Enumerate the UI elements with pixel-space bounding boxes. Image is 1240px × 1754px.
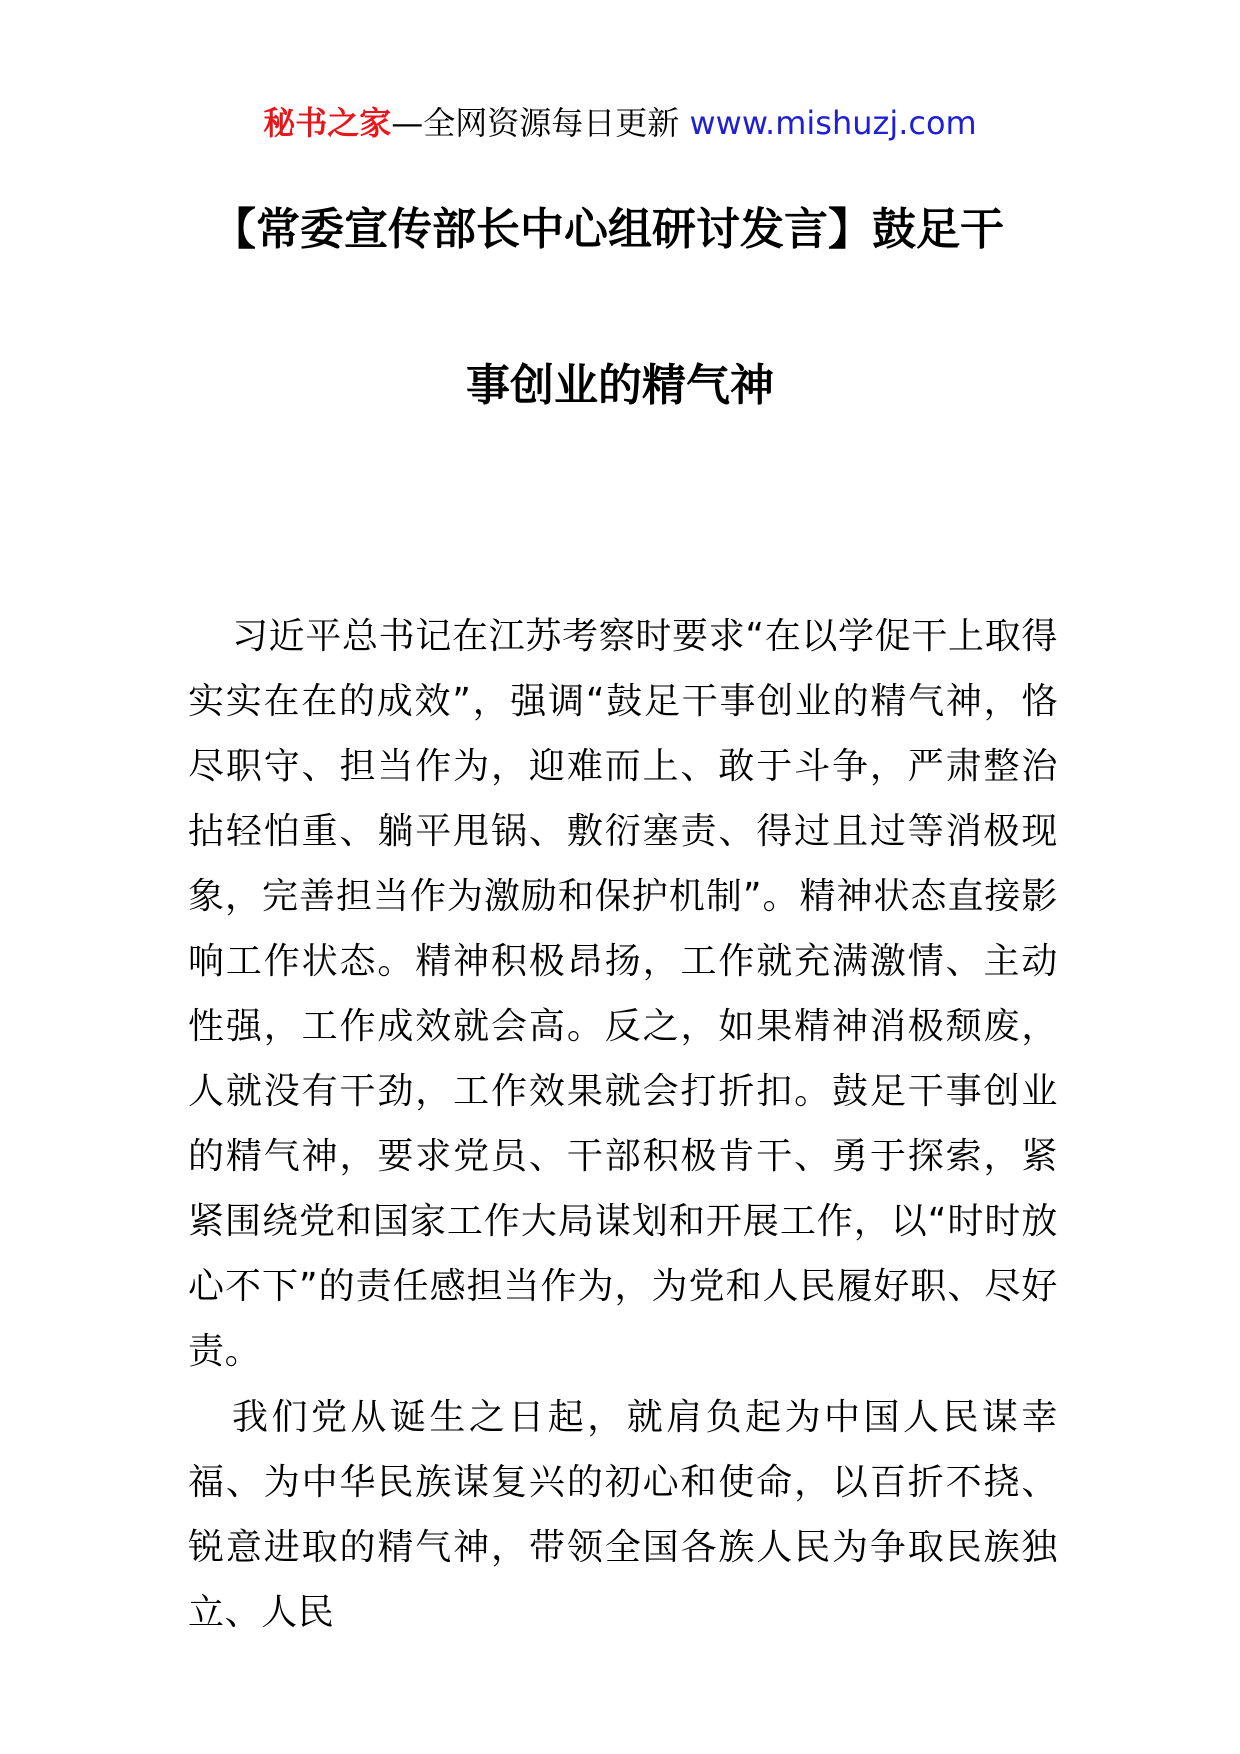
page-header: [0, 100, 1240, 146]
document-title-line-2: 事创业的精气神: [466, 360, 774, 411]
body-paragraph-1: 习近平总书记在江苏考察时要求“在以学促干上取得实实在在的成效”，强调“鼓足干事创业的精气神，恪尽职守、担当作为，迎难而上、敢于斗争，严肃整治拈轻怕重、躺平甩锅、敷衍塞责、得过且过等消极现象，完善担当作为激励和保护机制”。精神状态直接影响工作状态。精神积极昂扬，工作就充满激情、主动性强，工作成效就会高。反之，如果精神消极颓废，人就没有干劲，工作效果就会打折扣。鼓足干事创业的精气神，要求党员、干部积极肯干、勇于探索，紧紧围绕党和国家工作大局谋划和开展工作，以“时时放心不下”的责任感担当作为，为党和人民履好职、尽好责。: [188, 616, 1058, 1372]
header-tagline: —全网资源每日更新: [391, 104, 690, 142]
document-title-line-1: 【常委宣传部长中心组研讨发言】鼓足干: [212, 204, 1004, 255]
site-url-link[interactable]: www.mishuzj.com: [689, 104, 977, 142]
body-paragraph-2: 我们党从诞生之日起，就肩负起为中国人民谋幸福、为中华民族谋复兴的初心和使命，以百折不挠、锐意进取的精气神，带领全国各族人民为争取民族独立、人民: [188, 1397, 1058, 1633]
brand-name: 秘书之家: [263, 104, 392, 142]
